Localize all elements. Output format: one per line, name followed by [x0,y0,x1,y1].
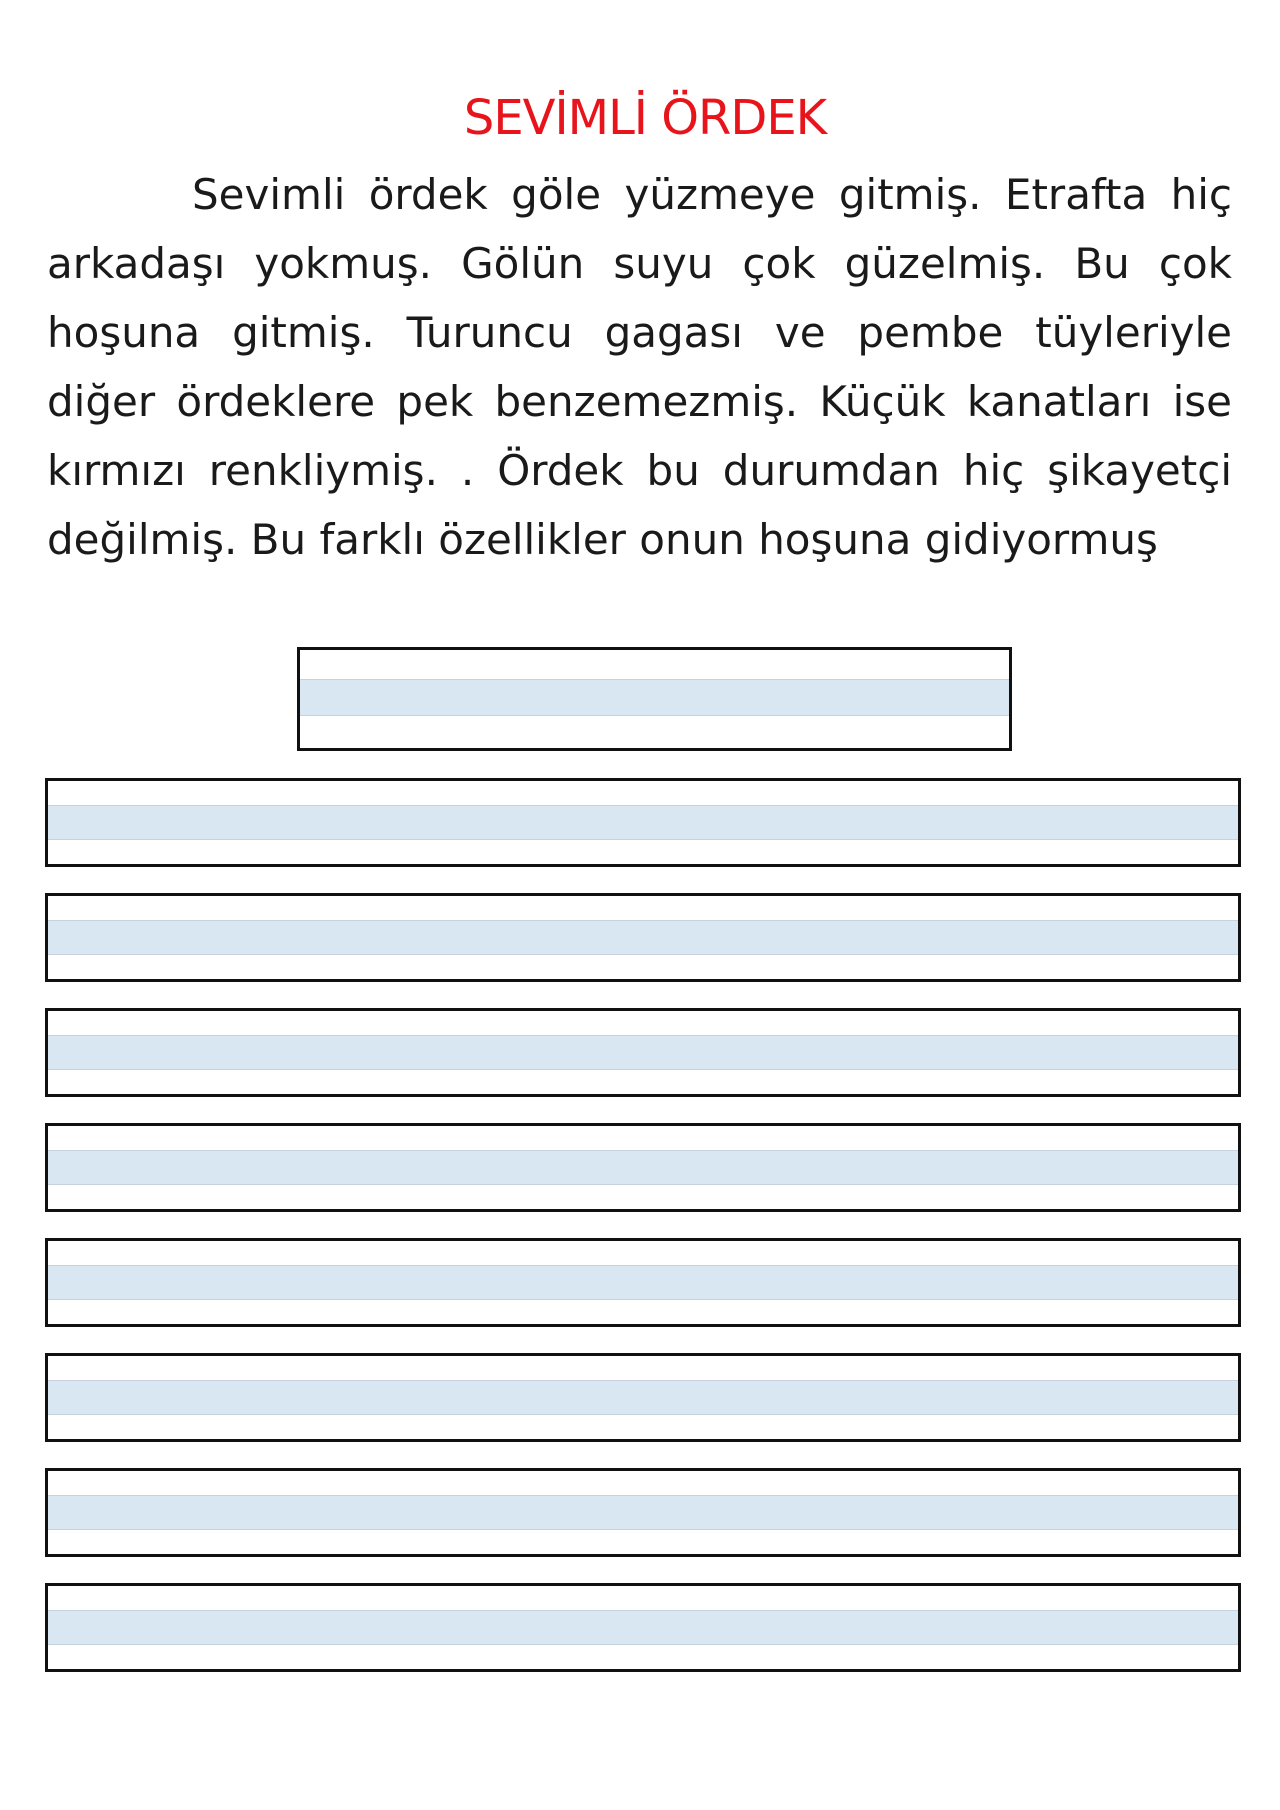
page-title: SEVİMLİ ÖRDEK [463,90,827,146]
story-line: diğer ördeklere pek benzemezmiş. Küçük kanatları ise [47,377,1232,426]
guide-band [48,805,1238,840]
story-line: Sevimli ördek göle yüzmeye gitmiş. Etrafta hiç [192,170,1232,219]
guide-band [48,1150,1238,1185]
guide-band [48,1495,1238,1530]
story-line: hoşuna gitmiş. Turuncu gagası ve pembe tüyleriyle [47,308,1232,357]
writing-line-6[interactable] [45,1353,1241,1442]
writing-line-2[interactable] [45,893,1241,982]
guide-band [300,679,1009,716]
guide-band [48,1610,1238,1645]
story-text [47,160,1232,574]
story-line: arkadaşı yokmuş. Gölün suyu çok güzelmiş. Bu çok [47,239,1232,288]
story-line: kırmızı renkliymiş. . Ördek bu durumdan hiç şikayetçi [47,446,1232,495]
writing-line-8[interactable] [45,1583,1241,1672]
story-line: değilmiş. Bu farklı özellikler onun hoşuna gidiyormuş [47,515,1158,564]
guide-band [48,1035,1238,1070]
guide-band [48,920,1238,955]
guide-band [48,1380,1238,1415]
writing-line-5[interactable] [45,1238,1241,1327]
title-writing-box[interactable] [297,647,1012,751]
writing-line-4[interactable] [45,1123,1241,1212]
writing-line-1[interactable] [45,778,1241,867]
writing-line-3[interactable] [45,1008,1241,1097]
guide-band [48,1265,1238,1300]
writing-line-7[interactable] [45,1468,1241,1557]
